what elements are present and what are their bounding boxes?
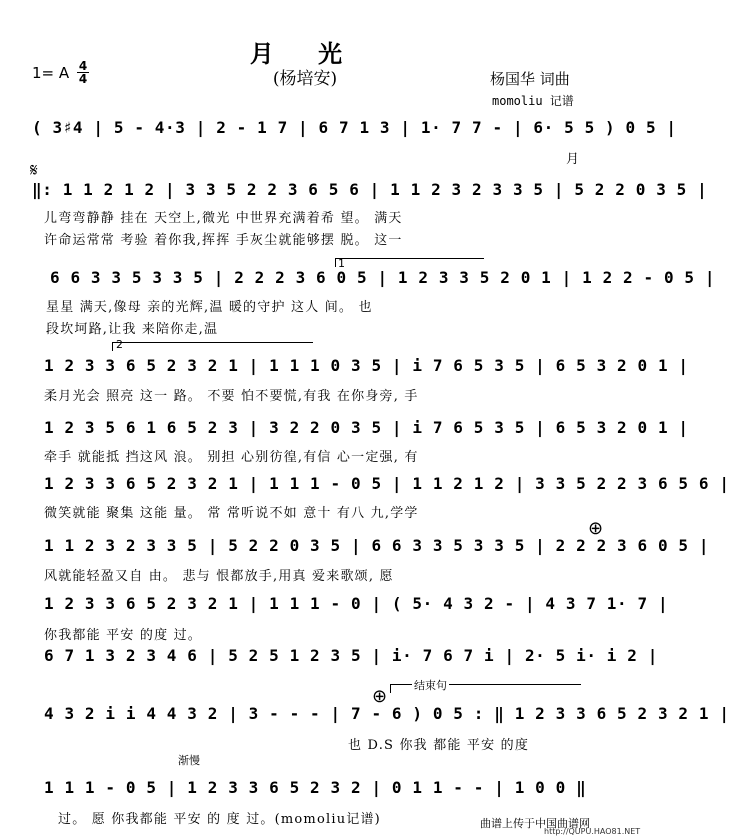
key-signature: 1= A [32,64,70,82]
lyric-line-7: 风就能轻盈又自 由。 悲与 恨都放手,用真 爱来歌颂, 愿 [44,569,394,584]
ending-label: 结束句 [414,679,447,692]
tempo-marking: 渐慢 [178,754,200,767]
lyric-line-3b: 段坎坷路,让我 来陪你走,温 [46,322,219,337]
lyric-line-10: 也 D.S 你我 都能 平安 的度 [348,738,530,753]
composer-credit: 杨国华 词曲 [490,70,570,88]
score-line-4: 1 2 3 3 6 5 2 3 2 1 | 1 1 1 0 3 5 | i 7 6 5 3 5 | 6 5 3 2 0 1 | [44,356,689,375]
time-signature-top: 4 [78,59,88,73]
score-line-7: 1 1 2 3 2 3 3 5 | 5 2 2 0 3 5 | 6 6 3 3 5 3 3 5 | 2 2 2 3 6 0 5 | [44,536,710,555]
score-line-11: 1 1 1 - 0 5 | 1 2 3 3 6 5 2 3 2 | 0 1 1 - - | 1 0 0 ‖ [44,778,587,797]
volta-bracket-1 [335,258,484,267]
watermark-text: 曲谱上传于中国曲谱网 [480,817,590,830]
segno-icon: 𝄋 [30,160,38,181]
watermark-url: http://QUPU.HAO81.NET [544,827,641,836]
lyric-line-11: 过。 愿 你我都能 平安 的 度 过。(momoliu记谱) [58,812,381,827]
lyric-line-4: 柔月光会 照亮 这一 路。 不要 怕不要慌,有我 在你身旁, 手 [44,389,419,404]
lyric-line-8: 你我都能 平安 的度 过。 [44,628,202,643]
lyric-line-3a: 星星 满天,像母 亲的光辉,温 暖的守护 这人 间。 也 [46,300,373,315]
score-line-1: ( 3♯4 | 5 - 4·3 | 2 - 1 7 | 6 7 1 3 | 1· 7 7 - | 6· 5 5 ) 0 5 | [32,118,677,137]
score-line-8: 1 2 3 3 6 5 2 3 2 1 | 1 1 1 - 0 | ( 5· 4 3 2 - | 4 3 7 1· 7 | [44,594,669,613]
score-line-10: 4 3 2 i i 4 4 3 2 | 3 - - - | 7 - 6 ) 0 5 : ‖ 1 2 3 3 6 5 2 3 2 1 | [44,704,730,723]
score-line-3: 6 6 3 3 5 3 3 5 | 2 2 2 3 6 0 5 | 1 2 3 3 5 2 0 1 | 1 2 2 - 0 5 | [50,268,716,287]
lyric-line-2a: 儿弯弯静静 挂在 天空上,微光 中世界充满着希 望。 满天 [44,211,403,226]
lyric-line-1: 月 [566,152,581,167]
singer-name: (杨培安) [272,69,338,89]
notator-credit: momoliu 记谱 [492,94,574,108]
lyric-line-6: 微笑就能 聚集 这能 量。 常 常听说不如 意十 有八 九,学学 [44,506,419,521]
score-line-2: ‖: 1 1 2 1 2 | 3 3 5 2 2 3 6 5 6 | 1 1 2 3 2 3 3 5 | 5 2 2 0 3 5 | [32,180,708,199]
volta-2-label: 2 [116,338,123,351]
lyric-line-2b: 许命运常常 考验 着你我,挥挥 手灰尘就能够摆 脱。 这一 [44,233,403,248]
volta-bracket-2 [112,342,313,351]
time-signature [77,60,89,85]
volta-1-label: 1 [338,257,345,270]
lyric-line-5: 牵手 就能抵 挡这风 浪。 别担 心别彷徨,有信 心一定强, 有 [44,450,419,465]
coda-icon-right: ⊕ [588,518,604,539]
score-line-6: 1 2 3 3 6 5 2 3 2 1 | 1 1 1 - 0 5 | 1 1 2 1 2 | 3 3 5 2 2 3 6 5 6 | [44,474,730,493]
score-line-9: 6 7 1 3 2 3 4 6 | 5 2 5 1 2 3 5 | i· 7 6 7 i | 2· 5 i· i 2 | [44,646,658,665]
page-title: 月 光 [249,39,361,68]
coda-icon-ending: ⊕ [372,686,388,707]
time-signature-bottom: 4 [78,72,88,86]
score-line-5: 1 2 3 5 6 1 6 5 2 3 | 3 2 2 0 3 5 | i 7 6 5 3 5 | 6 5 3 2 0 1 | [44,418,689,437]
